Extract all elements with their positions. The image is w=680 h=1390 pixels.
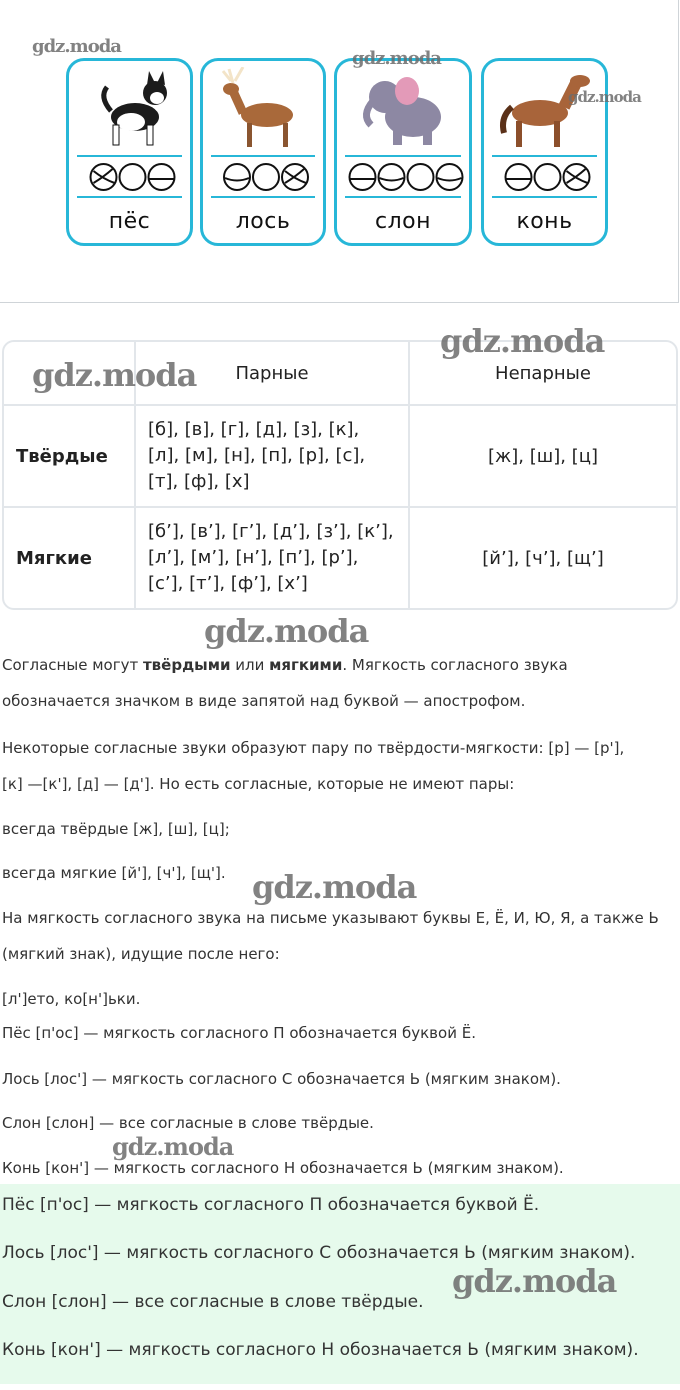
answer-line-1: Пёс [п'ос] — мягкость согласного П обозначается буквой Ё.	[2, 1195, 540, 1215]
elephant-illustration	[337, 67, 475, 151]
card-dog	[66, 58, 193, 246]
moose-illustration	[203, 67, 329, 151]
watermark: gdz.moda	[112, 1132, 234, 1161]
paragraph-7: Пёс [п'ос] — мягкость согласного П обозначается буквой Ё.	[2, 1024, 476, 1042]
watermark: gdz.moda	[452, 1262, 617, 1300]
syllable-scheme	[203, 161, 329, 193]
sound-circle-smile	[437, 164, 463, 190]
card-word: пёс	[108, 209, 151, 234]
table-row	[4, 508, 676, 608]
sound-circle-ring	[535, 164, 561, 190]
sound-circle-cap	[149, 164, 175, 190]
card-moose	[200, 58, 326, 246]
syllable-scheme	[484, 161, 611, 193]
syllable-scheme	[337, 161, 475, 193]
watermark: gdz.moda	[252, 868, 417, 906]
card-word: слон	[374, 209, 431, 234]
card-horse	[481, 58, 608, 246]
hard-paired-cell: [б], [в], [г], [д], [з], [к], [л], [м], [н], [п], [р], [с], [т], [ф], [х]	[136, 406, 410, 508]
row-label-soft: Мягкие	[4, 508, 136, 608]
answer-line-3: Слон [слон] — все согласные в слове твёрдые.	[2, 1292, 424, 1312]
watermark: gdz.moda	[440, 322, 605, 360]
row-label-hard: Твёрдые	[4, 406, 136, 508]
paragraph-3: всегда твёрдые [ж], [ш], [ц];	[2, 820, 230, 838]
paragraph-6: [л']ето, ко[н']ьки.	[2, 990, 141, 1008]
horse-illustration	[484, 67, 611, 151]
answer-line-2: Лось [лос'] — мягкость согласного С обозначается Ь (мягким знаком).	[2, 1243, 636, 1263]
syllable-scheme	[69, 161, 196, 193]
answer-line-4: Конь [кон'] — мягкость согласного Н обозначается Ь (мягким знаком).	[2, 1340, 639, 1360]
paragraph-10: Конь [кон'] — мягкость согласного Н обозначается Ь (мягким знаком).	[2, 1159, 564, 1177]
sound-circle-ring	[408, 164, 434, 190]
watermark: gdz.moda	[32, 36, 121, 57]
card-word: конь	[516, 209, 573, 234]
card-word: лось	[235, 209, 291, 234]
sound-circle-smile	[379, 164, 405, 190]
card-elephant	[334, 58, 472, 246]
sound-circle-smile	[224, 164, 250, 190]
paragraph-5: На мягкость согласного звука на письме указывают буквы Е, Ё, И, Ю, Я, а также Ь	[2, 909, 659, 927]
sound-circle-cap	[506, 164, 532, 190]
sound-circle-cross	[91, 164, 117, 190]
paragraph-5-line-2: (мягкий знак), идущие после него:	[2, 945, 280, 963]
paragraph-1: Согласные могут твёрдыми или мягкими. Мягкость согласного звука	[2, 656, 568, 674]
table-row	[4, 406, 676, 508]
watermark: gdz.moda	[204, 612, 369, 650]
header-unpaired: Непарные	[410, 342, 676, 406]
sound-circle-cross	[564, 164, 590, 190]
paragraph-9: Слон [слон] — все согласные в слове твёрдые.	[2, 1114, 374, 1132]
paragraph-2: Некоторые согласные звуки образуют пару по твёрдости-мягкости: [р] — [р'],	[2, 739, 625, 757]
watermark: gdz.moda	[568, 88, 641, 106]
sound-circle-ring	[253, 164, 279, 190]
paragraph-1-line-2: обозначается значком в виде запятой над буквой — апострофом.	[2, 692, 526, 710]
sound-circle-cap	[350, 164, 376, 190]
soft-unpaired-cell: [й’], [ч’], [щ’]	[482, 547, 604, 569]
paragraph-8: Лось [лос'] — мягкость согласного С обозначается Ь (мягким знаком).	[2, 1070, 561, 1088]
watermark: gdz.moda	[32, 356, 197, 394]
sound-circle-ring	[120, 164, 146, 190]
soft-paired-cell: [б’], [в’], [г’], [д’], [з’], [к’], [л’], [м’], [н’], [п’], [р’], [с’], [т’], [ф’], [х’]	[136, 508, 410, 608]
dog-illustration	[69, 67, 196, 151]
header-paired: Парные	[136, 342, 410, 406]
paragraph-4: всегда мягкие [й'], [ч'], [щ'].	[2, 864, 226, 882]
paragraph-2-line-2: [к] —[к'], [д] — [д']. Но есть согласные, которые не имеют пары:	[2, 775, 515, 793]
hard-unpaired-cell: [ж], [ш], [ц]	[410, 406, 676, 508]
sound-circle-cross	[282, 164, 308, 190]
watermark: gdz.moda	[352, 48, 441, 69]
